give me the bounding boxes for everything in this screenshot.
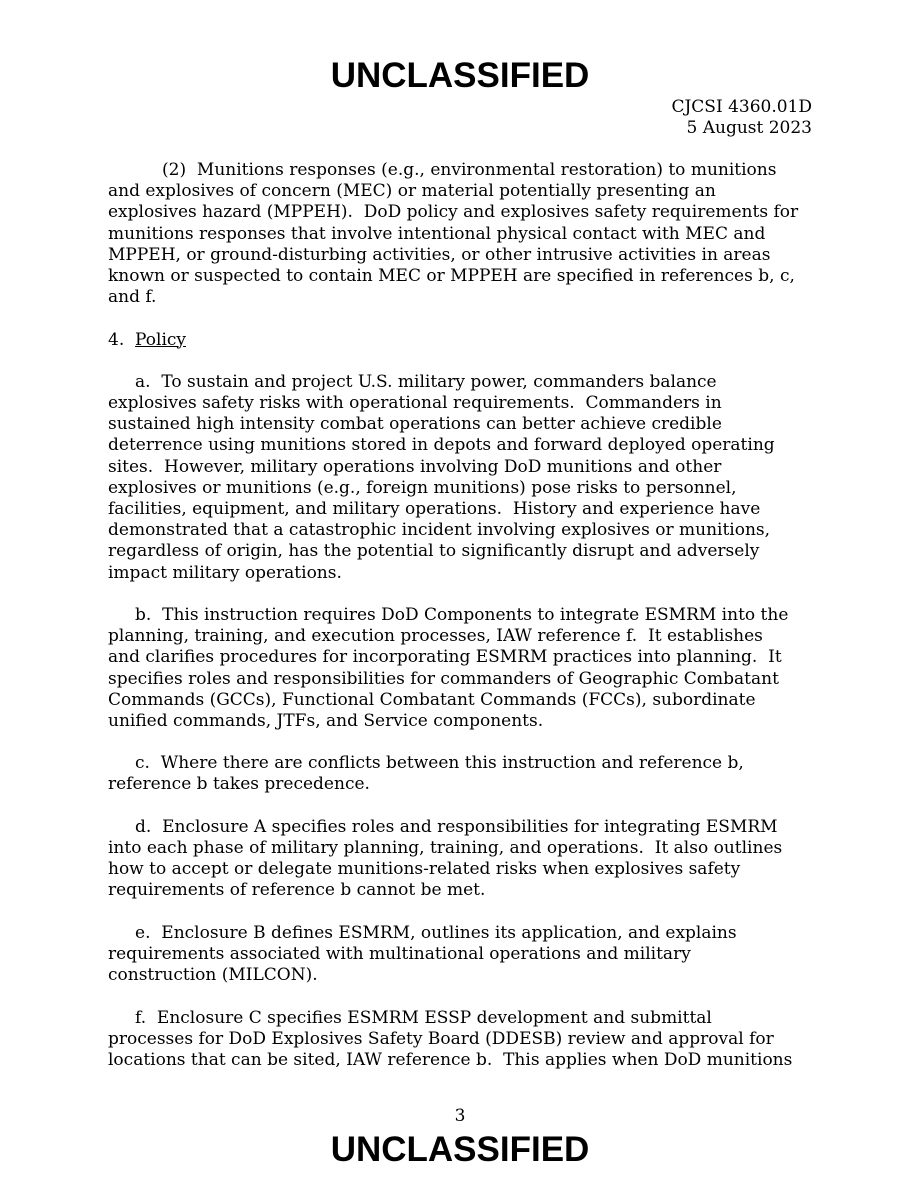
text-line: locations that can be sited, IAW reference b. This applies when DoD munitions <box>108 1049 793 1070</box>
text-line: sustained high intensity combat operations can better achieve credible <box>108 414 722 435</box>
text-line: and explosives of concern (MEC) or material potentially presenting an <box>108 181 716 202</box>
text-line: specifies roles and responsibilities for commanders of Geographic Combatant <box>108 668 779 689</box>
text-line: into each phase of military planning, training, and operations. It also outlines <box>108 838 783 858</box>
paragraph-d <box>108 817 828 902</box>
text-line: unified commands, JTFs, and Service components. <box>108 710 544 731</box>
document-identifier <box>671 97 812 139</box>
text-line: requirements of reference b cannot be met. <box>108 880 486 901</box>
text-line: regardless of origin, has the potential to significantly disrupt and adversely <box>108 541 760 562</box>
text-line: MPPEH, or ground-disturbing activities, or other intrusive activities in areas <box>108 244 771 265</box>
text-line: explosives or munitions (e.g., foreign munitions) pose risks to personnel, <box>108 477 737 498</box>
paragraph-munitions-responses <box>108 160 828 308</box>
text-line: reference b takes precedence. <box>108 774 370 795</box>
document-number: CJCSI 4360.01D <box>671 97 812 117</box>
paragraph-a <box>108 372 828 584</box>
text-line: munitions responses that involve intentional physical contact with MEC and <box>108 223 766 244</box>
text-line: Commands (GCCs), Functional Combatant Commands (FCCs), subordinate <box>108 689 756 710</box>
text-line: a. To sustain and project U.S. military power, commanders balance <box>108 371 717 392</box>
text-line: processes for DoD Explosives Safety Board (DDESB) review and approval for <box>108 1028 774 1049</box>
section-number: 4. <box>108 329 136 350</box>
text-line: facilities, equipment, and military operations. History and experience have <box>108 499 761 519</box>
text-line: e. Enclosure B defines ESMRM, outlines its application, and explains <box>108 922 737 943</box>
text-line: how to accept or delegate munitions-related risks when explosives safety <box>108 859 741 880</box>
text-line: known or suspected to contain MEC or MPPEH are specified in references b, c, <box>108 265 795 286</box>
paragraph-c <box>108 753 828 795</box>
document-date: 5 August 2023 <box>686 118 812 138</box>
text-line: c. Where there are conflicts between this instruction and reference b, <box>108 753 744 774</box>
classification-banner-top: UNCLASSIFIED <box>330 56 590 95</box>
text-line: sites. However, military operations involving DoD munitions and other <box>108 456 722 477</box>
text-line: and clarifies procedures for incorporating ESMRM practices into planning. It <box>108 647 782 668</box>
paragraph-e <box>108 923 828 987</box>
paragraph-b <box>108 605 828 732</box>
text-line: requirements associated with multinational operations and military <box>108 943 691 964</box>
text-line: impact military operations. <box>108 562 342 583</box>
text-line: deterrence using munitions stored in depots and forward deployed operating <box>108 435 775 456</box>
paragraph-f <box>108 1008 828 1072</box>
text-line: (2) Munitions responses (e.g., environmental restoration) to munitions <box>108 160 777 180</box>
text-line: explosives hazard (MPPEH). DoD policy and explosives safety requirements for <box>108 202 799 223</box>
section-heading-policy <box>108 330 828 351</box>
text-line: construction (MILCON). <box>108 965 318 986</box>
text-line: b. This instruction requires DoD Components to integrate ESMRM into the <box>108 604 789 625</box>
document-body <box>108 160 828 1071</box>
text-line: demonstrated that a catastrophic incident involving explosives or munitions, <box>108 520 771 541</box>
text-line: planning, training, and execution processes, IAW reference f. It establishes <box>108 626 763 647</box>
text-line: f. Enclosure C specifies ESMRM ESSP development and submittal <box>108 1007 712 1028</box>
text-line: d. Enclosure A specifies roles and responsibilities for integrating ESMRM <box>108 816 778 837</box>
text-line: and f. <box>108 287 157 308</box>
page-number: 3 <box>454 1106 466 1126</box>
text-line: explosives safety risks with operational requirements. Commanders in <box>108 393 722 414</box>
classification-banner-bottom: UNCLASSIFIED <box>330 1130 590 1169</box>
section-title: Policy <box>135 329 187 350</box>
